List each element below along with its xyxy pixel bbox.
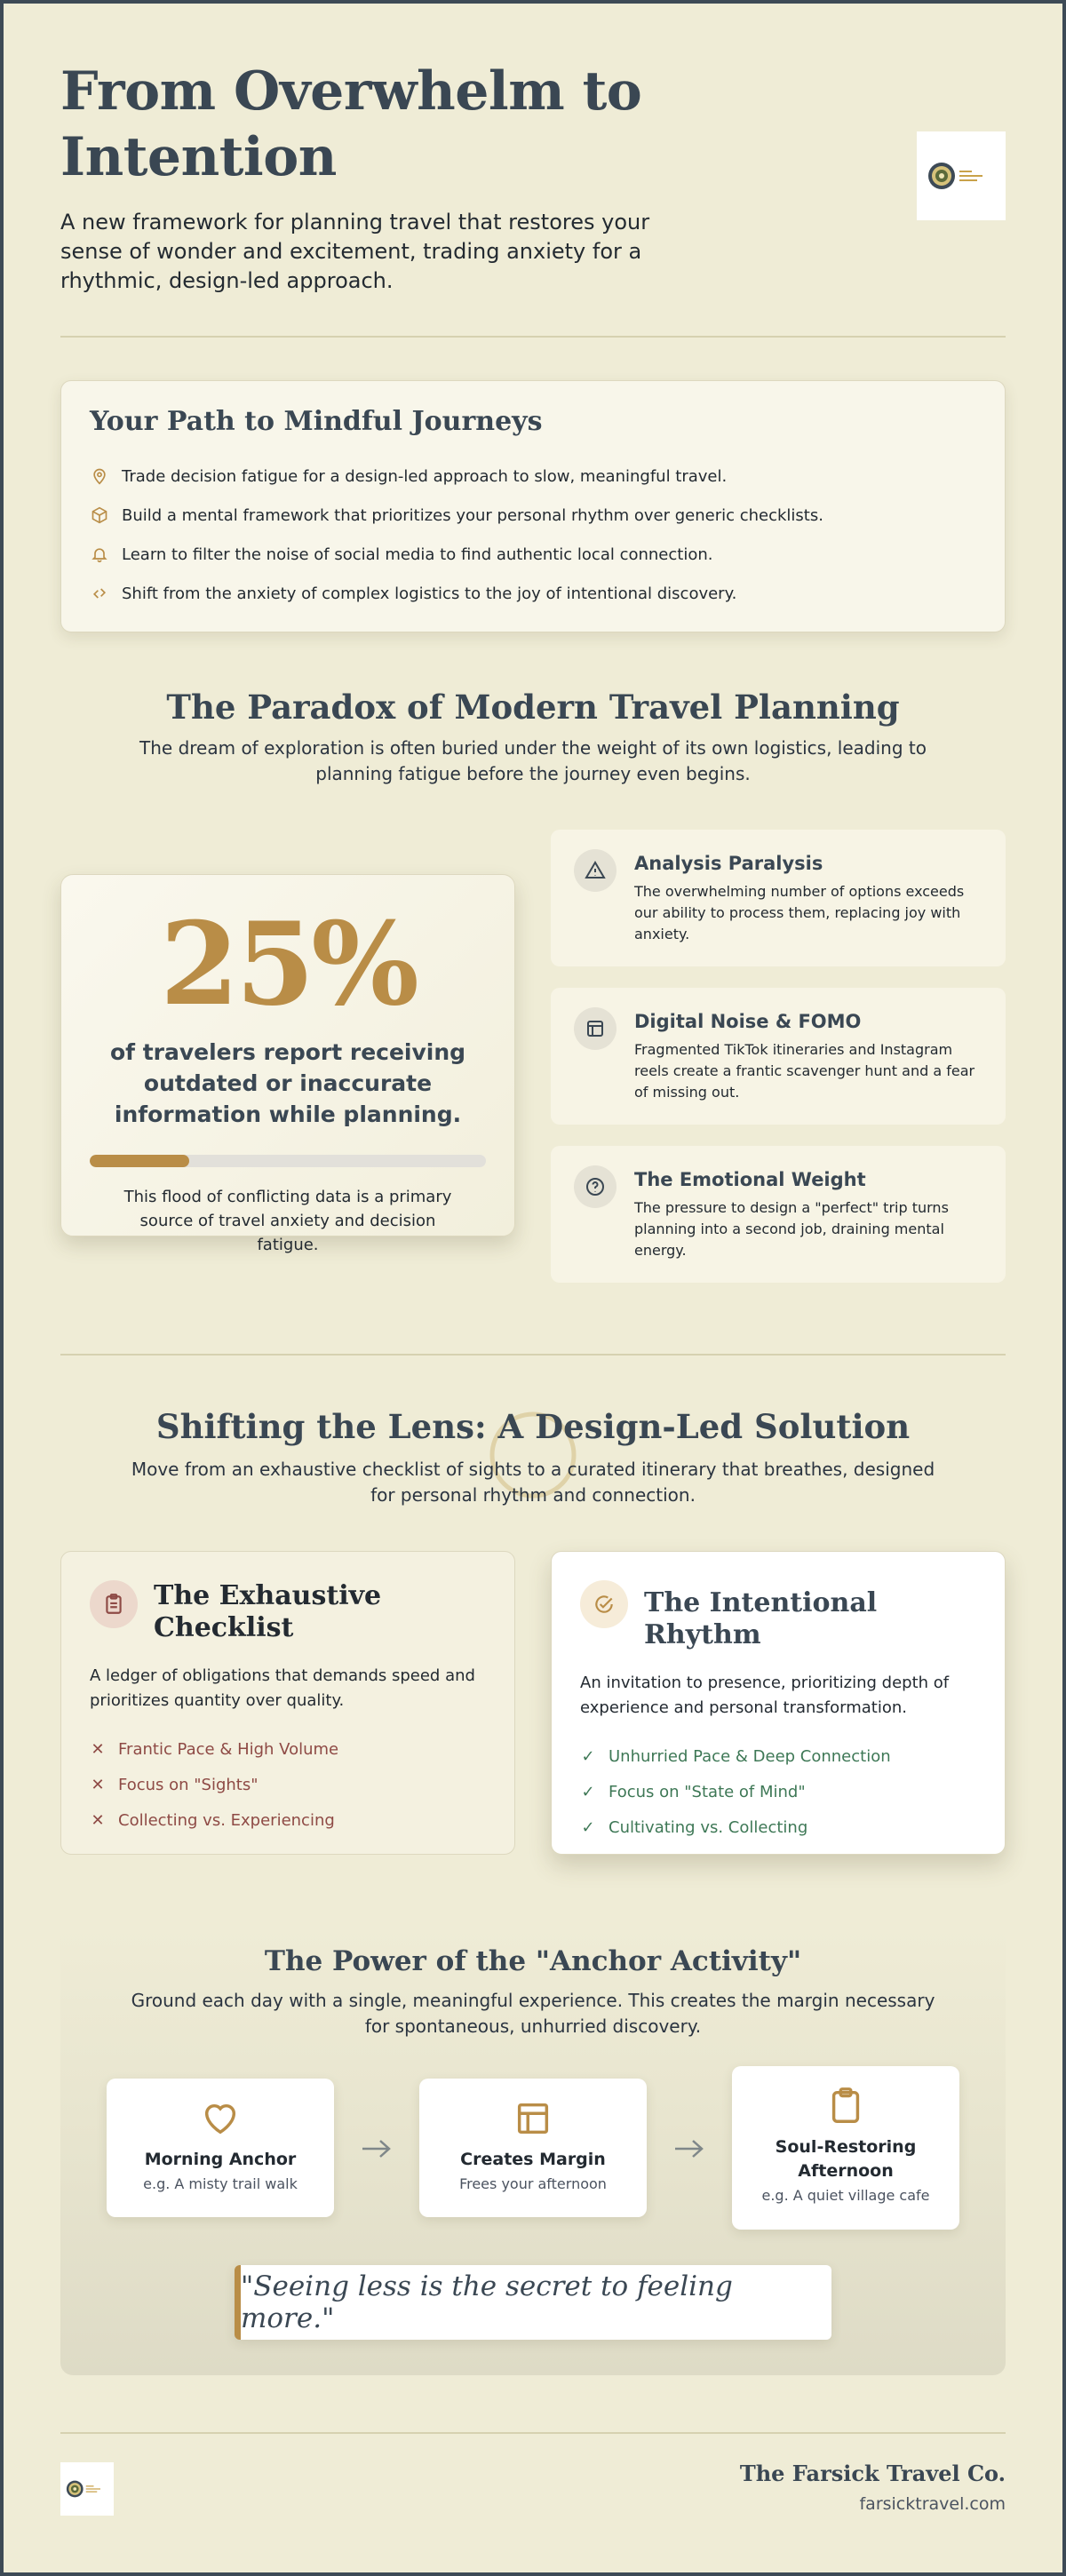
footer-logo[interactable]	[60, 2462, 114, 2516]
list-item	[90, 1802, 486, 1838]
list-item	[90, 496, 976, 535]
issue-title: Digital Noise & FOMO	[634, 1011, 862, 1032]
issue-title: The Emotional Weight	[634, 1169, 866, 1190]
anchor-title: The Power of the "Anchor Activity"	[264, 1945, 802, 1977]
issue-text: Fragmented TikTok itineraries and Instagram reels create a frantic scavenger hunt and a fear of missing out.	[634, 1041, 975, 1101]
path-card	[60, 380, 1006, 632]
x-icon: ✕	[91, 1775, 105, 1794]
divider	[60, 1354, 1006, 1356]
anchor-step-card	[419, 2079, 647, 2217]
lens-subtitle: Move from an exhaustive checklist of sights to a curated itinerary that breathes, designed for personal rhythm and connection.	[131, 1459, 935, 1506]
anchor-step-card	[107, 2079, 334, 2217]
path-title: Your Path to Mindful Journeys	[90, 406, 543, 437]
check-icon: ✓	[581, 1782, 595, 1801]
issue-title: Analysis Paralysis	[634, 853, 823, 874]
bell-icon	[90, 545, 109, 564]
paradox-title: The Paradox of Modern Travel Planning	[166, 688, 900, 727]
rhythm-desc: An invitation to presence, prioritizing depth of experience and personal transformation.	[580, 1674, 950, 1717]
stat-card	[60, 874, 515, 1254]
list-item-text: Cultivating vs. Collecting	[609, 1817, 808, 1837]
page-subtitle: A new framework for planning travel that restores your sense of wonder and excitement, trading anxiety for a rhythmic, design-led approach.	[60, 210, 650, 293]
brand-logo[interactable]	[917, 131, 1006, 220]
issue-text: The pressure to design a "perfect" trip turns planning into a second job, draining mental energy.	[634, 1199, 949, 1259]
clipboard-icon	[90, 1580, 138, 1628]
heart-icon	[200, 2098, 241, 2139]
warning-icon	[574, 849, 617, 892]
x-icon: ✕	[91, 1739, 105, 1759]
check-icon: ✓	[581, 1817, 595, 1837]
anchor-subtitle: Ground each day with a single, meaningful experience. This creates the margin necessary for spontaneous, unhurried discovery.	[131, 1990, 935, 2037]
divider	[60, 2432, 1006, 2434]
paradox-subtitle: The dream of exploration is often buried under the weight of its own logistics, leading to planning fatigue before the journey even begins.	[139, 737, 927, 784]
stat-lead: of travelers report receiving outdated or inaccurate information while planning.	[109, 1039, 466, 1127]
check-circle-icon	[580, 1580, 628, 1628]
list-item-text: Focus on "State of Mind"	[609, 1782, 806, 1801]
footer-company: The Farsick Travel Co.	[739, 2461, 1006, 2486]
list-item-text: Shift from the anxiety of complex logistics to the joy of intentional discovery.	[122, 584, 737, 603]
step-title: Creates Margin	[460, 2150, 606, 2169]
cube-icon	[90, 505, 109, 525]
list-item-text: Unhurried Pace & Deep Connection	[609, 1746, 891, 1766]
path-list	[90, 457, 976, 613]
list-item	[580, 1809, 976, 1845]
list-item-text: Focus on "Sights"	[118, 1775, 259, 1794]
divider	[60, 336, 1006, 338]
footer-link[interactable]: farsicktravel.com	[859, 2494, 1006, 2514]
list-item	[90, 1731, 486, 1767]
stat-note: This flood of conflicting data is a primary source of travel anxiety and decision fatigue.	[123, 1188, 452, 1254]
arrow-right-icon	[359, 2135, 394, 2162]
issue-card	[551, 988, 1006, 1125]
stat-progress-fill	[90, 1155, 189, 1167]
step-text: Frees your afternoon	[459, 2175, 607, 2192]
question-icon	[574, 1165, 617, 1208]
route-icon	[90, 584, 109, 603]
issue-text: The overwhelming number of options exceeds our ability to process them, replacing joy with anxiety.	[634, 883, 965, 942]
list-item	[90, 457, 976, 496]
checklist-desc: A ledger of obligations that demands speed and prioritizes quantity over quality.	[90, 1666, 475, 1710]
x-icon: ✕	[91, 1810, 105, 1830]
list-item-text: Frantic Pace & High Volume	[118, 1739, 339, 1759]
page-title-line-2: Intention	[60, 126, 337, 188]
list-item-text: Collecting vs. Experiencing	[118, 1810, 335, 1830]
rhythm-card	[551, 1551, 1006, 1855]
step-title: Soul-Restoring Afternoon	[775, 2137, 917, 2181]
stat-progress-track	[90, 1155, 486, 1167]
list-item	[90, 1767, 486, 1802]
list-item-text: Trade decision fatigue for a design-led approach to slow, meaningful travel.	[122, 466, 728, 486]
checklist-list	[90, 1731, 486, 1838]
step-title: Morning Anchor	[144, 2150, 297, 2169]
rhythm-list	[580, 1738, 976, 1845]
list-item	[580, 1774, 976, 1809]
list-item	[90, 535, 976, 574]
checklist-card	[60, 1551, 515, 1855]
stat-value: 25%	[160, 898, 416, 1031]
issue-card	[551, 830, 1006, 966]
pull-quote: "Seeing less is the secret to feeling more."	[235, 2265, 831, 2340]
list-item-text: Build a mental framework that prioritizes your personal rhythm over generic checklists.	[122, 505, 823, 525]
list-item-text: Learn to filter the noise of social media to find authentic local connection.	[122, 545, 713, 564]
clipboard-icon	[825, 2086, 866, 2127]
page-title	[60, 59, 736, 190]
step-text: e.g. A quiet village cafe	[761, 2187, 930, 2204]
layout-icon	[574, 1007, 617, 1050]
issue-card	[551, 1146, 1006, 1283]
map-pin-icon	[90, 466, 109, 486]
page-title-line-1: From Overwhelm to	[60, 60, 642, 123]
hero	[60, 59, 736, 296]
list-item	[90, 574, 976, 613]
rhythm-title: The Intentional Rhythm	[644, 1587, 878, 1650]
layout-icon	[513, 2098, 553, 2139]
lens-title: Shifting the Lens: A Design-Led Solution	[155, 1407, 911, 1446]
list-item	[580, 1738, 976, 1774]
step-text: e.g. A misty trail walk	[143, 2175, 298, 2192]
arrow-right-icon	[672, 2135, 707, 2162]
check-icon: ✓	[581, 1746, 595, 1766]
checklist-title: The Exhaustive Checklist	[154, 1580, 382, 1643]
anchor-step-card	[732, 2066, 959, 2230]
